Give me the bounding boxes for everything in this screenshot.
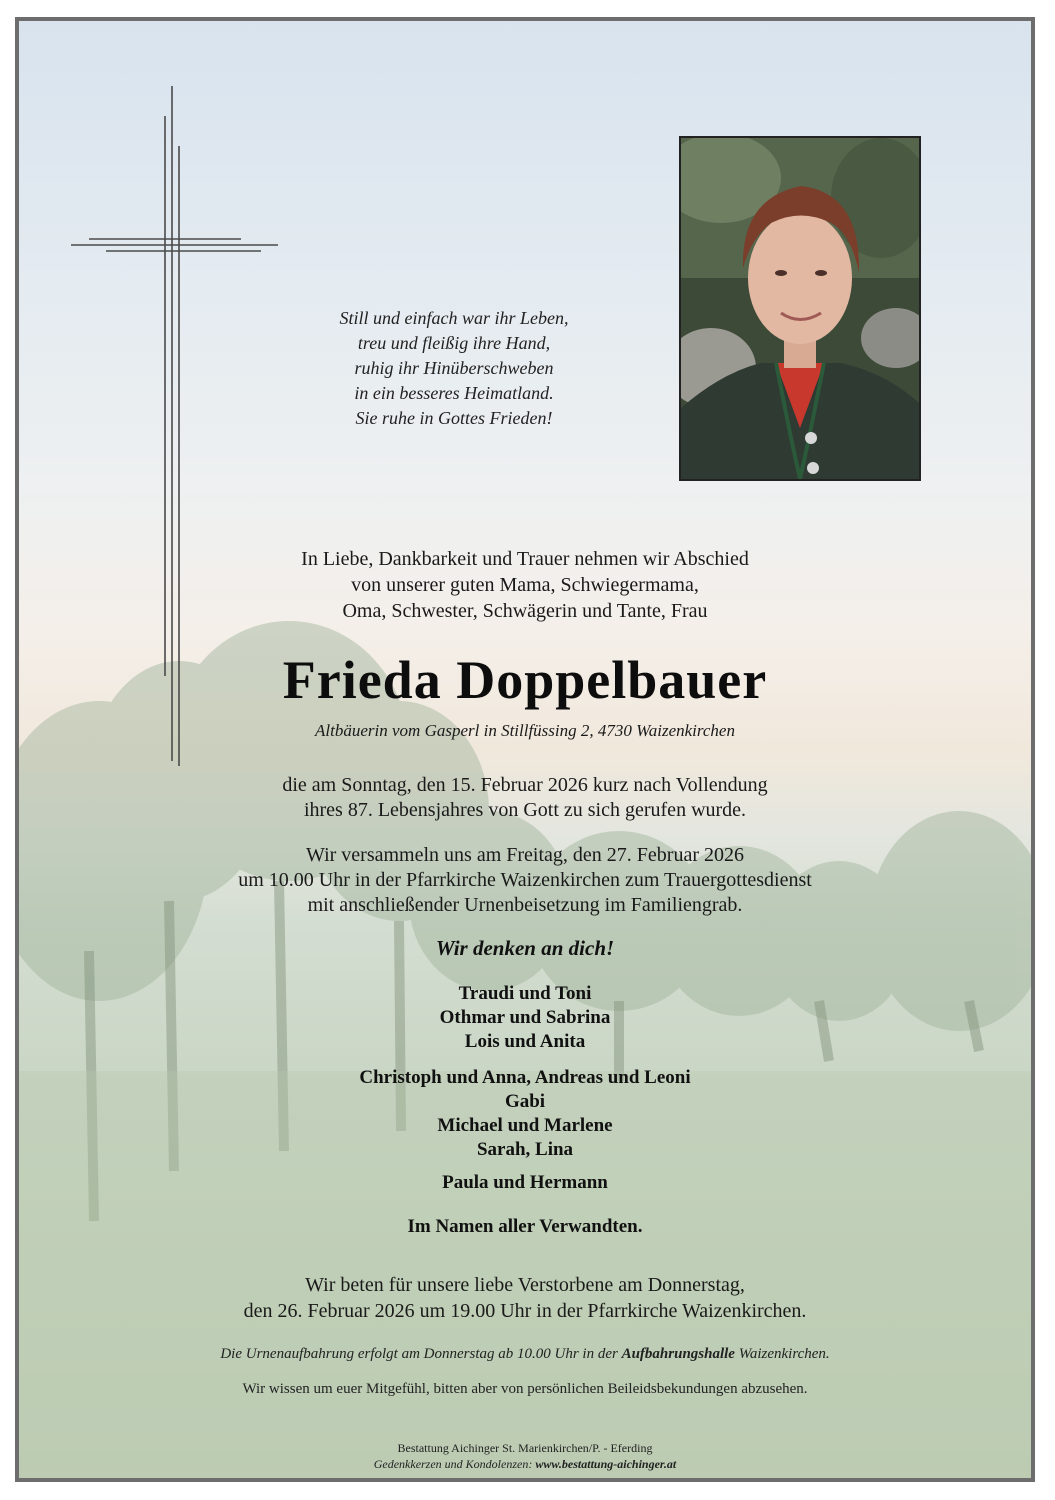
portrait-photo [679,136,921,481]
verse-line: ruhig ihr Hinüberschweben [354,358,554,378]
death-line: die am Sonntag, den 15. Februar 2026 kurz nach Vollendung [282,774,768,796]
deceased-name: Frieda Doppelbauer [282,650,768,710]
death-line: ihres 87. Lebensjahres von Gott zu sich gerufen wurde. [303,799,747,821]
website-link[interactable]: www.bestattung-aichinger.at [535,1457,677,1471]
memorial-verse [259,306,649,431]
verse-line: Still und einfach war ihr Leben, [339,308,569,328]
condolence-notice: Wir wissen um euer Mitgefühl, bitten aber von persönlichen Beileidsbekundungen abzusehen. [242,1381,808,1397]
condolence-label: Gedenkkerzen und Kondolenzen: [373,1457,536,1471]
intro-text [19,546,1031,624]
motto: Wir denken an dich! [435,936,615,960]
deceased-subtitle: Altbäuerin vom Gasperl in Stillfüssing 2, 4730 Waizenkirchen [315,721,735,740]
prayer-line: den 26. Februar 2026 um 19.00 Uhr in der Pfarrkirche Waizenkirchen. [243,1300,807,1322]
mourners-children [19,982,1031,1054]
verse-line: Sie ruhe in Gottes Frieden! [355,408,553,428]
mourners-siblings [19,1171,1031,1195]
mourner-line: Christoph und Anna, Andreas und Leoni [359,1067,691,1088]
intro-line: In Liebe, Dankbarkeit und Trauer nehmen wir Abschied [301,548,749,570]
funeral-company: Bestattung Aichinger St. Marienkirchen/P. - Eferding [397,1441,653,1455]
urn-text: Waizenkirchen. [734,1346,830,1362]
mourner-line: Lois und Anita [464,1031,586,1052]
intro-line: von unserer guten Mama, Schwiegermama, [351,574,699,596]
footer [19,1440,1031,1472]
obituary-frame [15,17,1035,1482]
mourners-grandchildren [19,1066,1031,1162]
service-line: mit anschließender Urnenbeisetzung im Familiengrab. [307,894,743,916]
urn-text: Die Urnenaufbahrung erfolgt am Donnerstag ab 10.00 Uhr in der [220,1346,622,1362]
death-notice [19,773,1031,823]
urn-viewing-notice [19,1346,1031,1363]
verse-line: treu und fleißig ihre Hand, [357,333,551,353]
closing-line: Im Namen aller Verwandten. [407,1216,643,1237]
mourner-line: Sarah, Lina [476,1139,574,1160]
mourner-line: Traudi und Toni [458,983,592,1004]
intro-line: Oma, Schwester, Schwägerin und Tante, Frau [342,600,708,622]
mourner-line: Othmar und Sabrina [439,1007,611,1028]
mourner-line: Michael und Marlene [437,1115,613,1136]
verse-line: in ein besseres Heimatland. [354,383,554,403]
urn-place: Aufbahrungshalle [621,1346,735,1362]
funeral-service-info [19,843,1031,918]
prayer-info [19,1272,1031,1324]
prayer-line: Wir beten für unsere liebe Verstorbene am Donnerstag, [305,1274,745,1296]
mourner-line: Paula und Hermann [442,1172,608,1193]
portrait-illustration [681,138,919,479]
service-line: Wir versammeln uns am Freitag, den 27. Februar 2026 [306,844,744,866]
service-line: um 10.00 Uhr in der Pfarrkirche Waizenkirchen zum Trauergottesdienst [238,869,812,891]
mourner-line: Gabi [504,1091,546,1112]
